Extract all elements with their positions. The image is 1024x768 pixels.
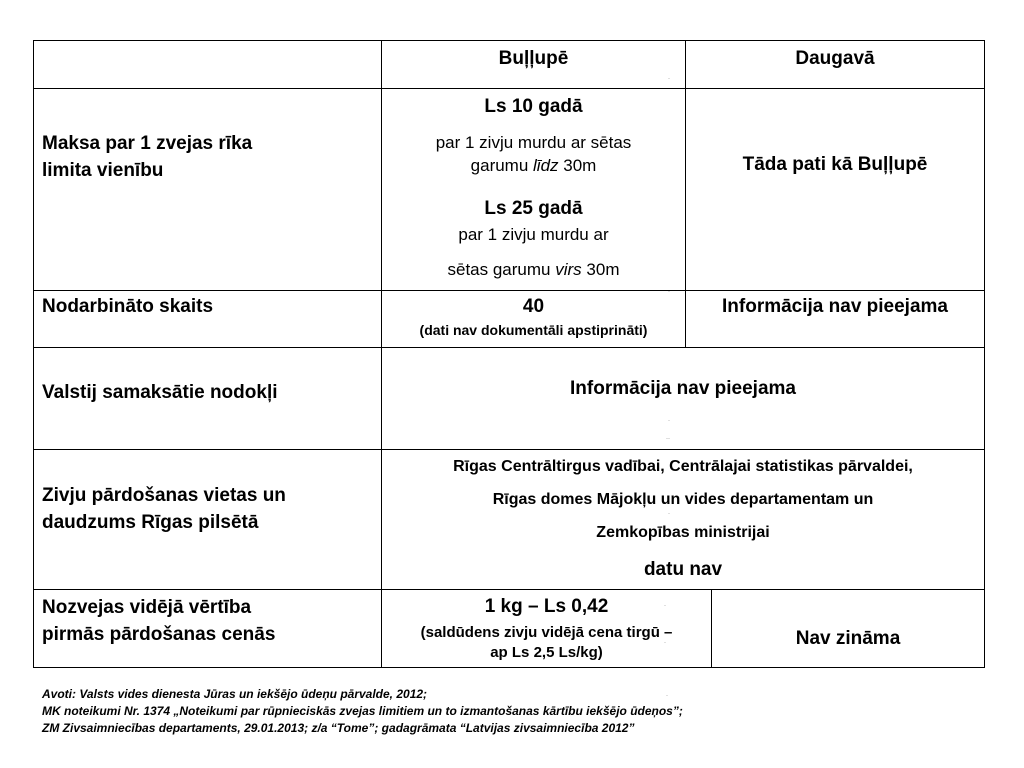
row-divider [33, 290, 985, 291]
fee-value-10: Ls 10 gadā [484, 96, 583, 117]
stray-dot: ·· [666, 436, 670, 442]
stray-dot: · [664, 603, 666, 609]
taxes-value: Informācija nav pieejama [570, 378, 796, 399]
header-daugava: Daugavā [795, 48, 875, 69]
row-divider [33, 347, 985, 348]
stray-dot: · [664, 640, 666, 646]
fee-desc-10: par 1 zivju murdu ar sētas garumu līdz 30m [435, 133, 632, 175]
source-line-3: ZM Zivsaimniecības departaments, 29.01.2013; z/a “Tome”; gadagrāmata “Latvijas zivsaimniecība 2012” [42, 721, 635, 735]
source-line-2: MK noteikumi Nr. 1374 „Noteikumi par rūpnieciskās zvejas limitiem un to izmantošanas kārtību iekšējo ūdeņos”; [42, 704, 683, 718]
count-daugava: Informācija nav pieejama [722, 296, 948, 317]
fee-value-25: Ls 25 gadā [484, 198, 583, 219]
count-note: (dati nav dokumentāli apstiprināti) [419, 322, 648, 338]
table-border-right [984, 40, 985, 668]
sales-line-2: Rīgas domes Mājokļu un vides departamentam un [492, 491, 874, 508]
fee-row-label: Maksa par 1 zvejas rīka limita vienību [42, 133, 253, 181]
row-divider [33, 449, 985, 450]
sales-line-4: datu nav [643, 559, 723, 580]
taxes-row-label: Valstij samaksātie nodokļi [42, 382, 278, 403]
stray-dot: · [668, 511, 670, 517]
value-row-label: Nozvejas vidējā vērtība pirmās pārdošanas cenās [42, 597, 276, 645]
sales-row-label: Zivju pārdošanas vietas un daudzums Rīgas pilsētā [42, 485, 286, 533]
row-divider [33, 589, 985, 590]
stray-dot: · [668, 289, 670, 295]
stray-dot: · [668, 76, 670, 82]
fee-daugava: Tāda pati kā Buļļupē [742, 154, 928, 175]
catch-value-daugava: Nav zināma [795, 628, 901, 649]
table-border-top [33, 40, 985, 41]
table-border-left [33, 40, 34, 668]
sales-line-3: Zemkopības ministrijai [596, 524, 770, 541]
header-bullupe: Buļļupē [498, 48, 569, 69]
fee-desc-25: par 1 zivju murdu ar sētas garumu virs 30m [447, 225, 620, 279]
catch-value-note: (saldūdens zivju vidējā cena tirgū – ap Ls 2,5 Ls/kg) [420, 624, 673, 661]
table-border-bottom [33, 667, 985, 668]
count-value: 40 [522, 296, 545, 317]
stray-dot: · [668, 418, 670, 424]
stray-dot: · [666, 693, 668, 699]
source-line-1: Avoti: Valsts vides dienesta Jūras un iekšējo ūdeņu pārvalde, 2012; [42, 687, 428, 701]
catch-value: 1 kg – Ls 0,42 [484, 596, 609, 617]
row-divider [33, 88, 985, 89]
count-row-label: Nodarbināto skaits [42, 296, 214, 317]
sales-line-1: Rīgas Centrāltirgus vadībai, Centrālajai statistikas pārvaldei, [453, 458, 913, 475]
